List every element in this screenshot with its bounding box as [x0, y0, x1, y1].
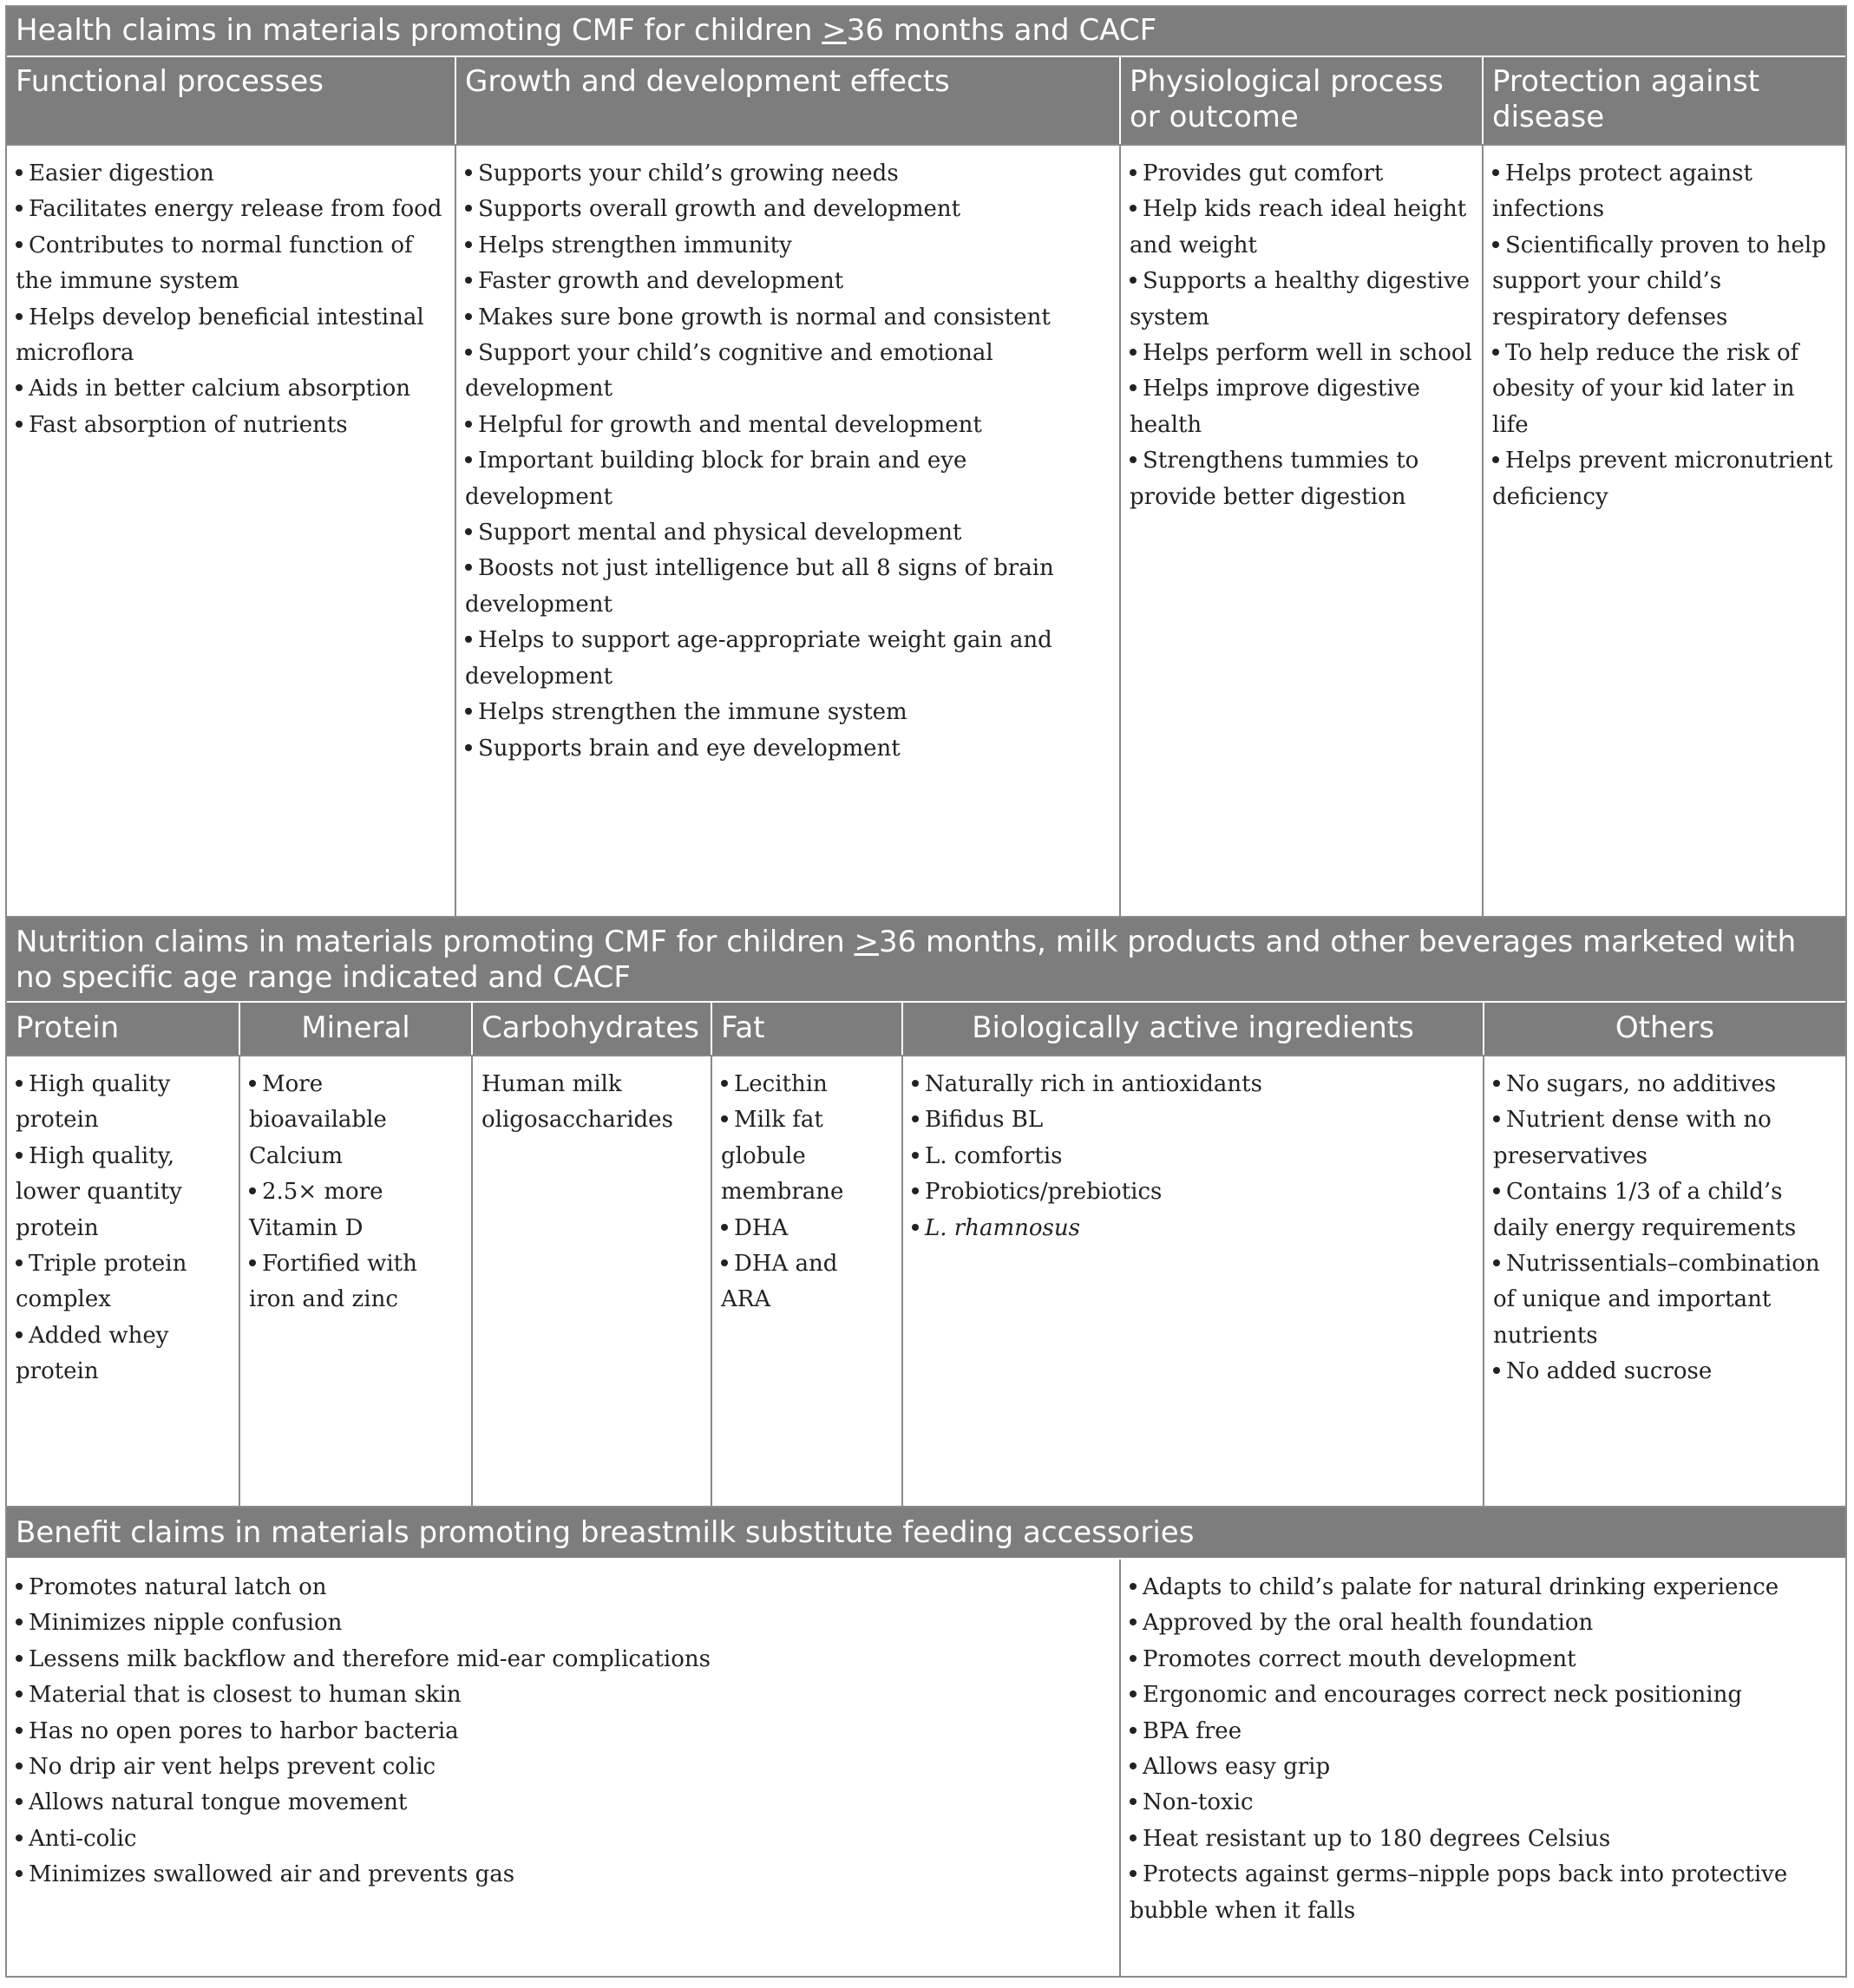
benefit-claims-title: Benefit claims in materials promoting breastmilk substitute feeding accessories [7, 1506, 1845, 1560]
list-item-text: Boosts not just intelligence but all 8 signs of brain development [465, 555, 1054, 618]
bullet-icon [1130, 384, 1137, 391]
list-item [249, 1174, 462, 1246]
list-item [465, 336, 1110, 408]
bullet-icon [1130, 1870, 1137, 1877]
list-item [16, 408, 446, 443]
carbohydrates-text: Human milk oligosaccharides [482, 1071, 673, 1134]
bullet-icon [721, 1224, 728, 1231]
list-item-text: Promotes correct mouth development [1143, 1645, 1576, 1672]
list-item [16, 1570, 1110, 1605]
list-item [721, 1102, 893, 1210]
bullet-icon [1130, 1619, 1137, 1625]
bullet-icon [16, 1080, 23, 1087]
list-item-text: Lecithin [734, 1071, 828, 1097]
bullet-icon [465, 205, 472, 212]
bullet-icon [16, 241, 23, 248]
list-item [249, 1246, 462, 1318]
bullet-icon [1492, 456, 1499, 463]
list-item [721, 1211, 893, 1246]
list-item-text: Probiotics/prebiotics [925, 1179, 1163, 1206]
list-item [16, 228, 446, 300]
list-item-text: L. rhamnosus [925, 1214, 1080, 1241]
list-item [249, 1067, 462, 1174]
list-item [912, 1174, 1474, 1210]
bullet-icon [465, 456, 472, 463]
cell-protection-against-disease [1484, 146, 1845, 916]
list-item-text: DHA [734, 1214, 789, 1241]
list-item [465, 228, 1110, 264]
bullet-icon [16, 421, 23, 428]
cell-benefit-left [7, 1560, 1121, 1976]
bullet-icon [16, 1834, 23, 1841]
list-item [16, 1749, 1110, 1785]
bullet-icon [465, 528, 472, 535]
health-header-row [7, 57, 1845, 144]
bullet-icon [1492, 349, 1499, 356]
list-item-text: Helps protect against infections [1492, 160, 1752, 223]
list-item [16, 1785, 1110, 1821]
list-item [1130, 1714, 1837, 1749]
list-item-text: Protects against germs–nipple pops back into protective bubble when it falls [1130, 1861, 1788, 1924]
list-item [16, 1714, 1110, 1749]
bullet-icon [1492, 169, 1499, 176]
list-item-text: Milk fat globule membrane [721, 1107, 844, 1206]
nutrition-body-row [7, 1055, 1845, 1506]
bullet-icon [1130, 205, 1137, 212]
list-item [1492, 156, 1837, 228]
cell-mineral [240, 1056, 473, 1506]
bullet-icon [16, 1152, 23, 1159]
cell-functional-processes [7, 146, 456, 916]
list-item [465, 515, 1110, 551]
bullet-icon [16, 1583, 23, 1590]
bullet-icon [16, 1619, 23, 1625]
bullet-icon [1493, 1115, 1500, 1122]
list-item [1493, 1354, 1837, 1390]
list-item [1130, 1570, 1837, 1605]
nutrition-claims-title: Nutrition claims in materials promoting CMF for children >36 months, milk products and other beverages marketed with no specific age range indicated and CACF [7, 916, 1845, 1003]
list-item [1130, 336, 1473, 371]
bullet-icon [912, 1187, 919, 1194]
bullet-icon [465, 313, 472, 320]
cell-carbohydrates [473, 1056, 712, 1506]
cell-fat [712, 1056, 903, 1506]
list-item-text: Material that is closest to human skin [29, 1682, 462, 1709]
list-item-text: Lessens milk backflow and therefore mid-ear complications [29, 1645, 711, 1672]
list-item [16, 1139, 230, 1246]
bullet-icon [1493, 1187, 1500, 1194]
list-item-text: BPA free [1143, 1717, 1242, 1744]
list-item-text: Minimizes nipple confusion [29, 1610, 343, 1637]
bullet-icon [1130, 1655, 1137, 1662]
list-item-text: Ergonomic and encourages correct neck positioning [1143, 1682, 1742, 1709]
bullet-icon [16, 1798, 23, 1805]
list-item [16, 1642, 1110, 1677]
list-item [465, 300, 1110, 336]
bullet-icon [16, 169, 23, 176]
header-functional-processes: Functional processes [7, 57, 456, 144]
list-item-text: No drip air vent helps prevent colic [29, 1754, 436, 1781]
cell-physiological-process [1121, 146, 1484, 916]
list-item-text: Naturally rich in antioxidants [925, 1071, 1262, 1097]
list-item-text: Easier digestion [29, 160, 214, 186]
list-item-text: Helps to support age-appropriate weight gain and development [465, 627, 1052, 690]
bullet-icon [1493, 1367, 1500, 1374]
list-item-text: Helpful for growth and mental development [478, 411, 982, 438]
list-item-text: Non-toxic [1143, 1789, 1254, 1816]
list-item [912, 1067, 1474, 1102]
list-item-text: Bifidus BL [925, 1107, 1044, 1134]
bullet-icon [1493, 1080, 1500, 1087]
list-item-text: No sugars, no additives [1506, 1071, 1777, 1097]
list-item [16, 371, 446, 407]
list-item-text: Allows easy grip [1143, 1754, 1331, 1781]
list-item-text: Faster growth and development [478, 268, 844, 295]
list-item-text: Nutrient dense with no preservatives [1493, 1107, 1772, 1169]
bullet-icon [465, 349, 472, 356]
header-growth-development: Growth and development effects [456, 57, 1121, 144]
bullet-icon [16, 1870, 23, 1877]
bullet-icon [1130, 1834, 1137, 1841]
bullet-icon [465, 744, 472, 751]
bullet-icon [1130, 1690, 1137, 1697]
list-item-text: Help kids reach ideal height and weight [1130, 196, 1467, 258]
bullet-icon [1130, 277, 1137, 284]
list-item-text: More bioavailable Calcium [249, 1071, 387, 1169]
bullet-icon [1492, 241, 1499, 248]
list-item-text: Heat resistant up to 180 degrees Celsius [1143, 1825, 1611, 1852]
list-item-text: Minimizes swallowed air and prevents gas [29, 1861, 515, 1888]
list-item-text: Makes sure bone growth is normal and consistent [478, 304, 1051, 330]
list-item [1130, 443, 1473, 515]
bullet-icon [465, 708, 472, 715]
list-item-text: Has no open pores to harbor bacteria [29, 1717, 459, 1744]
list-item-text: Strengthens tummies to provide better digestion [1130, 448, 1419, 510]
list-item [1493, 1246, 1837, 1354]
list-item-text: Support your child’s cognitive and emotional development [465, 340, 993, 402]
bullet-icon [465, 636, 472, 643]
list-item-text: Allows natural tongue movement [29, 1789, 408, 1816]
list-item [1130, 1857, 1837, 1929]
bullet-icon [249, 1187, 256, 1194]
bullet-icon [465, 564, 472, 571]
list-item [465, 264, 1110, 299]
list-item-text: Helps strengthen the immune system [478, 699, 907, 726]
header-protection-against-disease: Protection against disease [1492, 64, 1760, 134]
list-item [16, 1677, 1110, 1713]
bullet-icon [1130, 1583, 1137, 1590]
list-item [1493, 1067, 1837, 1102]
bullet-icon [16, 1259, 23, 1266]
list-item [1492, 336, 1837, 443]
bullet-icon [16, 1690, 23, 1697]
list-item [1130, 192, 1473, 264]
benefit-body-row [7, 1560, 1845, 1976]
list-item [465, 695, 1110, 730]
cell-biologically-active [903, 1056, 1484, 1506]
list-item [1493, 1102, 1837, 1174]
bullet-icon [721, 1259, 728, 1266]
bullet-icon [1493, 1259, 1500, 1266]
list-item-text: Supports a healthy digestive system [1130, 268, 1471, 330]
cell-growth-development [456, 146, 1121, 916]
list-item [1130, 1821, 1837, 1857]
list-item-text: Scientifically proven to help support your child’s respiratory defenses [1492, 232, 1826, 330]
list-item-text: Helps strengthen immunity [478, 232, 792, 258]
list-item [1130, 371, 1473, 443]
list-item-text: Supports your child’s growing needs [478, 160, 899, 186]
list-item-text: Nutrissentials–combination of unique and important nutrients [1493, 1251, 1820, 1349]
list-item-text: Approved by the oral health foundation [1143, 1610, 1594, 1637]
bullet-icon [1130, 169, 1137, 176]
header-carbohydrates: Carbohydrates [473, 1003, 712, 1055]
cell-benefit-right [1121, 1560, 1845, 1976]
list-item [1130, 1605, 1837, 1641]
bullet-icon [912, 1080, 919, 1087]
list-item [465, 443, 1110, 515]
bullet-icon [16, 205, 23, 212]
list-item [16, 300, 446, 372]
list-item [1130, 264, 1473, 336]
health-claims-title: Health claims in materials promoting CMF for children >36 months and CACF [7, 7, 1845, 57]
bullet-icon [16, 313, 23, 320]
list-item-text: Added whey protein [16, 1322, 169, 1385]
list-item [465, 192, 1110, 227]
list-item-text: Fast absorption of nutrients [29, 411, 348, 438]
list-item [1492, 228, 1837, 336]
list-item [465, 623, 1110, 695]
list-item-text: High quality, lower quantity protein [16, 1142, 182, 1241]
list-item [16, 1857, 1110, 1893]
bullet-icon [16, 1727, 23, 1734]
list-item [1493, 1174, 1837, 1246]
list-item [912, 1139, 1474, 1174]
bullet-icon [721, 1115, 728, 1122]
list-item [465, 156, 1110, 192]
list-item [1130, 1642, 1837, 1677]
header-others: Others [1615, 1010, 1715, 1045]
list-item [912, 1211, 1474, 1246]
bullet-icon [16, 1655, 23, 1662]
list-item-text: L. comfortis [925, 1142, 1063, 1169]
header-protein: Protein [7, 1003, 240, 1055]
header-biologically-active: Biologically active ingredients [903, 1003, 1484, 1055]
list-item-text: Helps improve digestive health [1130, 376, 1420, 438]
list-item-text: DHA and ARA [721, 1251, 838, 1313]
bullet-icon [1130, 1762, 1137, 1769]
bullet-icon [465, 241, 472, 248]
bullet-icon [249, 1080, 256, 1087]
bullet-icon [721, 1080, 728, 1087]
list-item [16, 1246, 230, 1318]
list-item [465, 408, 1110, 443]
bullet-icon [1130, 349, 1137, 356]
list-item-text: Helps develop beneficial intestinal microflora [16, 304, 424, 367]
list-item-text: Facilitates energy release from food [29, 196, 442, 223]
list-item [1130, 1785, 1837, 1821]
list-item [465, 551, 1110, 623]
list-item-text: Supports brain and eye development [478, 735, 901, 762]
list-item-text: Supports overall growth and development [478, 196, 961, 223]
bullet-icon [16, 1762, 23, 1769]
list-item [16, 1605, 1110, 1641]
bullet-icon [465, 277, 472, 284]
list-item [1130, 1677, 1837, 1713]
list-item-text: Aids in better calcium absorption [29, 376, 410, 402]
list-item-text: Helps prevent micronutrient deficiency [1492, 448, 1833, 510]
list-item-text: 2.5× more Vitamin D [249, 1179, 383, 1241]
list-item-text: Support mental and physical development [478, 520, 962, 546]
header-physiological-process: Physiological process or outcome [1121, 57, 1484, 144]
bullet-icon [465, 421, 472, 428]
list-item [16, 1318, 230, 1390]
list-item [16, 1067, 230, 1139]
list-item-text: No added sucrose [1506, 1358, 1713, 1385]
list-item-text: Provides gut comfort [1143, 160, 1384, 186]
list-item-text: Anti-colic [29, 1825, 137, 1852]
list-item-text: Adapts to child’s palate for natural drinking experience [1143, 1574, 1779, 1600]
header-fat: Fat [712, 1003, 903, 1055]
list-item-text: Promotes natural latch on [29, 1574, 327, 1600]
list-item-text: Fortified with iron and zinc [249, 1251, 417, 1313]
cell-protein [7, 1056, 240, 1506]
list-item [16, 1821, 1110, 1857]
bullet-icon [912, 1115, 919, 1122]
bullet-icon [912, 1152, 919, 1159]
bullet-icon [1130, 1727, 1137, 1734]
list-item-text: Triple protein complex [16, 1251, 187, 1313]
list-item [465, 731, 1110, 767]
list-item [1492, 443, 1837, 515]
list-item-text: To help reduce the risk of obesity of your kid later in life [1492, 340, 1799, 438]
list-item-text: High quality protein [16, 1071, 171, 1134]
health-body-row [7, 144, 1845, 916]
bullet-icon [16, 384, 23, 391]
bullet-icon [249, 1259, 256, 1266]
list-item-text: Contains 1/3 of a child’s daily energy requirements [1493, 1179, 1797, 1241]
bullet-icon [16, 1331, 23, 1338]
list-item-text: Helps perform well in school [1143, 340, 1472, 367]
claims-table [5, 5, 1847, 1978]
list-item [16, 192, 446, 227]
list-item-text: Contributes to normal function of the immune system [16, 232, 413, 295]
list-item [1130, 1749, 1837, 1785]
list-item [721, 1246, 893, 1318]
nutrition-header-row [7, 1003, 1845, 1055]
cell-others [1484, 1056, 1845, 1506]
list-item-text: Important building block for brain and eye development [465, 448, 967, 510]
bullet-icon [1130, 1798, 1137, 1805]
bullet-icon [912, 1224, 919, 1231]
list-item [721, 1067, 893, 1102]
bullet-icon [465, 169, 472, 176]
list-item [912, 1102, 1474, 1138]
list-item [16, 156, 446, 192]
bullet-icon [1130, 456, 1137, 463]
list-item [1130, 156, 1473, 192]
header-mineral: Mineral [240, 1003, 473, 1055]
